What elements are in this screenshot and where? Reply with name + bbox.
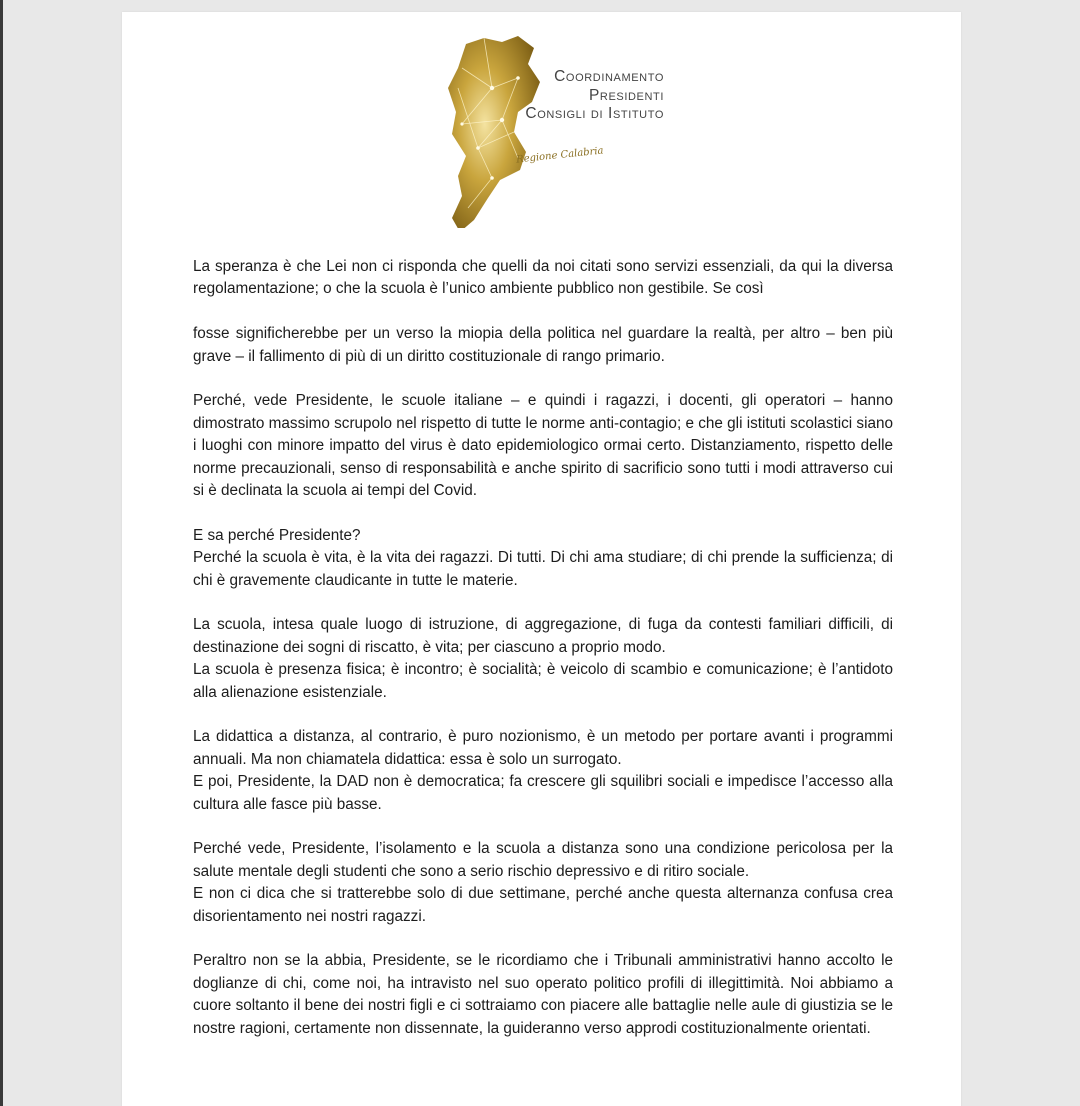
- paragraph-3: [193, 390, 893, 502]
- logo-title: [452, 68, 664, 124]
- paragraph-1: [193, 256, 893, 301]
- paragraph-6: [193, 726, 893, 816]
- document-page[interactable]: [122, 12, 961, 1106]
- logo-line-3: Consigli di Istituto: [525, 105, 664, 122]
- logo-line-1: Coordinamento: [554, 68, 664, 85]
- paragraph-text: E poi, Presidente, la DAD non è democratica; fa crescere gli squilibri sociali e impedisce l’accesso alla cultura alle fasce più basse.: [193, 773, 893, 813]
- paragraph-text: La speranza è che Lei non ci risponda che quelli da noi citati sono servizi essenziali, da qui la diversa regolamentazione; o che la scuola è l’unico ambiente pubblico non gestibile. Se così: [193, 258, 893, 298]
- organization-logo: [422, 28, 682, 228]
- paragraph-text: Perché vede, Presidente, l’isolamento e la scuola a distanza sono una condizione pericolosa per la salute mentale degli studenti che sono a serio rischio depressivo e di ritiro sociale.: [193, 840, 893, 880]
- paragraph-5: [193, 614, 893, 704]
- paragraph-2: [193, 323, 893, 368]
- calabria-map-icon: [422, 28, 682, 228]
- paragraph-text: E non ci dica che si tratterebbe solo di due settimane, perché anche questa alternanza confusa crea disorientamento nei nostri ragazzi.: [193, 885, 893, 925]
- paragraph-text: Perché, vede Presidente, le scuole italiane – e quindi i ragazzi, i docenti, gli operatori – hanno dimostrato massimo scrupolo nel rispetto di tutte le norme anti-contagio; e che gli istituti scolastici siano i luoghi con minore impatto del virus è dato epidemiologico ormai certo. Distanziamento, rispetto delle norme precauzionali, senso di responsabilità e anche spirito di sacrificio sono tutti i modi attraverso cui si è declinata la scuola ai tempi del Covid.: [193, 392, 893, 500]
- paragraph-text: E sa perché Presidente?: [193, 526, 361, 544]
- window-edge: [0, 0, 3, 1106]
- paragraph-7: [193, 838, 893, 928]
- paragraph-text: Peraltro non se la abbia, Presidente, se le ricordiamo che i Tribunali amministrativi hanno accolto le doglianze di chi, come noi, ha intravisto nel suo operato politico profili di illegittimità. Noi abbiamo a cuore soltanto il bene dei nostri figli e ci sottraiamo con piacere alle battaglie nelle aule di giustizia se le nostre ragioni, certamente non dissennate, la guideranno verso approdi costituzionalmente orientati.: [193, 952, 893, 1037]
- paragraph-text: La scuola è presenza fisica; è incontro; è socialità; è veicolo di scambio e comunicazione; è l’antidoto alla alienazione esistenziale.: [193, 661, 893, 701]
- paragraph-8: [193, 950, 893, 1040]
- paragraph-text: Perché la scuola è vita, è la vita dei ragazzi. Di tutti. Di chi ama studiare; di chi prende la sufficienza; di chi è gravemente claudicante in tutte le materie.: [193, 549, 893, 589]
- paragraph-4: [193, 525, 893, 592]
- paragraph-text: fosse significherebbe per un verso la miopia della politica nel guardare la realtà, per altro – ben più grave – il fallimento di più di un diritto costituzionale di rango primario.: [193, 325, 893, 365]
- paragraph-text: La scuola, intesa quale luogo di istruzione, di aggregazione, di fuga da contesti familiari difficili, di destinazione dei sogni di riscatto, è vita; per ciascuno a proprio modo.: [193, 616, 893, 656]
- logo-region-script: Regione Calabria: [515, 145, 605, 166]
- paragraph-text: La didattica a distanza, al contrario, è puro nozionismo, è un metodo per portare avanti i programmi annuali. Ma non chiamatela didattica: essa è solo un surrogato.: [193, 728, 893, 768]
- logo-line-2: Presidenti: [588, 86, 664, 104]
- letter-body: [193, 256, 893, 1040]
